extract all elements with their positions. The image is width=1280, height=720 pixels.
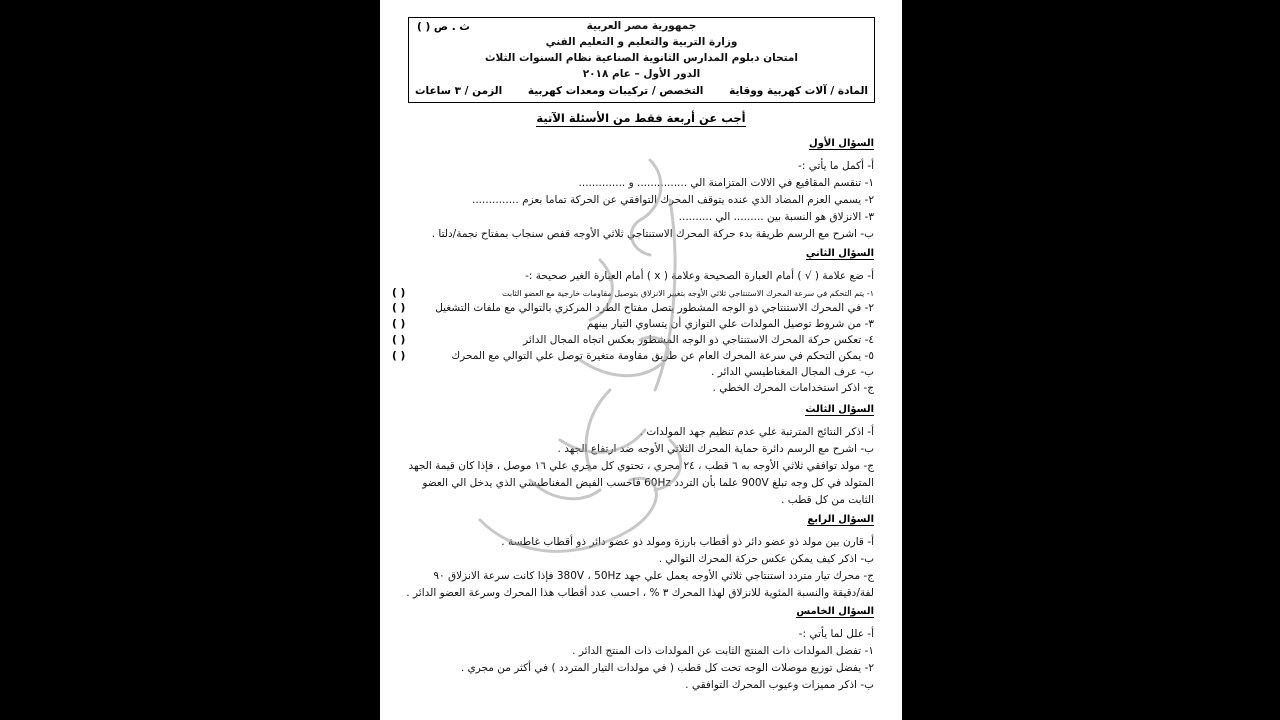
q1-line: ب- اشرح مع الرسم طريقة بدء حركة المحرك الاستنتاجي ثلاثي الأوجه قفص سنجاب بمفتاح نجمة/دلتا .: [431, 228, 874, 240]
q3-line: المتولد في كل وجه تبلغ 900V علما بأن التردد 60Hz فاحسب الفيض المغناطيسي الذي يدخل الي العضو: [422, 477, 874, 489]
section-title-3: السؤال الثالث: [805, 404, 874, 415]
header-meta: [415, 85, 868, 97]
q4-line: ج- محرك تيار متردد استنتاجي ثلاثي الأوجه يعمل علي جهد 380V ، 50Hz فإذا كانت سرعة الانزلاق ٩٠: [433, 570, 874, 582]
q3-line: أ- اذكر النتائج المترتبة علي عدم تنظيم جهد المولدات .: [639, 426, 874, 438]
exam-header: [408, 17, 875, 103]
q2-line: أ- ضع علامة ( √ ) أمام العبارة الصحيحة وعلامة ( x ) أمام العبارة الغير صحيحة :-: [525, 270, 874, 282]
header-ministry: وزارة التربية والتعليم و التعليم الفني: [545, 36, 738, 48]
q5-line: ب- اذكر مميزات وعيوب المحرك التوافقي .: [685, 679, 874, 691]
answer-mark: ( ): [392, 302, 406, 314]
header-country: جمهورية مصر العربية: [586, 20, 697, 32]
section-title-1: السؤال الأول: [809, 138, 874, 149]
header-specialty: التخصص / تركيبات ومعدات كهربية: [527, 85, 704, 97]
q3-line: الثابت من كل قطب .: [781, 494, 874, 506]
q2-line: ٢- في المحرك الاستنتاجي ذو الوجه المشطور يتصل مفتاح الطرد المركزي بالتوالي مع ملفات التشغيل: [435, 302, 874, 314]
q5-line: أ- علل لما يأتي :-: [798, 628, 874, 640]
section-title-5: السؤال الخامس: [796, 606, 874, 617]
q4-line: لفة/دقيقة والنسبة المئوية للانزلاق لهذا المحرك ٣ % ، احسب عدد أقطاب هذا المحرك وسرعة العضو الدائر .: [406, 587, 874, 599]
q2-line: ب- عرف المجال المغناطيسي الدائر .: [711, 366, 874, 378]
header-time: الزمن / ٣ ساعات: [415, 85, 503, 97]
header-subject: المادة / آلات كهربية ووقاية: [729, 85, 868, 97]
q4-line: ب- اذكر كيف يمكن عكس حركة المحرك التوالي .: [658, 553, 874, 565]
q5-line: ٢- يفضل توزيع موصلات الوجه تحت كل قطب ( في مولدات التيار المتردد ) في أكثر من مجري .: [460, 662, 874, 674]
answer-mark: ( ): [392, 350, 406, 362]
q4-line: أ- قارن بين مولد ذو عضو دائر ذو أقطاب بارزة ومولد ذو عضو دائر ذو أقطاب غاطسة .: [501, 536, 874, 548]
q2-line: ٤- تعكس حركة المحرك الاستنتاجي ذو الوجه المشطور بعكس اتجاه المجال الدائر: [523, 334, 874, 346]
header-session: الدور الأول – عام ٢٠١٨: [582, 68, 701, 80]
instruction: أجب عن أربعة فقط من الأسئلة الآتية: [536, 111, 746, 125]
q2-line: ٥- يمكن التحكم في سرعة المحرك العام عن طريق مقاومة متغيرة توصل علي التوالي مع المحرك: [451, 350, 874, 362]
section-title-2: السؤال الثاني: [805, 248, 874, 259]
header-exam: امتحان دبلوم المدارس الثانوية الصناعية نظام السنوات الثلاث: [484, 52, 799, 64]
exam-page: [380, 0, 902, 720]
answer-mark: ( ): [392, 318, 406, 330]
q1-line: ٣- الانزلاق هو النسبة بين ......... الي ..........: [678, 211, 874, 223]
q1-line: أ- أكمل ما يأتي :-: [798, 160, 874, 172]
answer-mark: ( ): [392, 287, 406, 299]
q2-line: ج- اذكر استخدامات المحرك الخطي .: [712, 382, 874, 394]
section-title-4: السؤال الرابع: [807, 514, 874, 525]
q5-line: ١- تفضل المولدات ذات المنتج الثابت عن المولدات ذات المنتج الدائر .: [572, 645, 874, 657]
exam-code: ث . ص ( ): [417, 21, 470, 33]
q1-line: ١- تنقسم المقاقيع في الالات المتزامنة الي ............... و ..............: [578, 177, 874, 189]
q1-line: ٢- يسمي العزم المضاد الذي عنده يتوقف المحرك التوافقي عن الحركة تماما بعزم ..............: [472, 194, 874, 206]
q3-line: ج- مولد توافقي ثلاثي الأوجه به ٦ قطب ، ٢٤ مجري ، تحتوي كل مجري علي ١٦ موصل ، فإذا كان قيمة الجهد: [408, 460, 874, 472]
answer-mark: ( ): [392, 334, 406, 346]
q2-line: ١- يتم التحكم في سرعة المحرك الاستنتاجي ثلاثي الأوجه بتغيير الانزلاق بتوصيل مقاومات خارجية مع العضو الثابت: [502, 289, 874, 298]
q2-line: ٣- من شروط توصيل المولدات علي التوازي أن يتساوي التيار بينهم: [586, 318, 874, 330]
q3-line: ب- اشرح مع الرسم دائرة حماية المحرك الثلاثي الأوجه ضد ارتفاع الجهد .: [557, 443, 874, 455]
